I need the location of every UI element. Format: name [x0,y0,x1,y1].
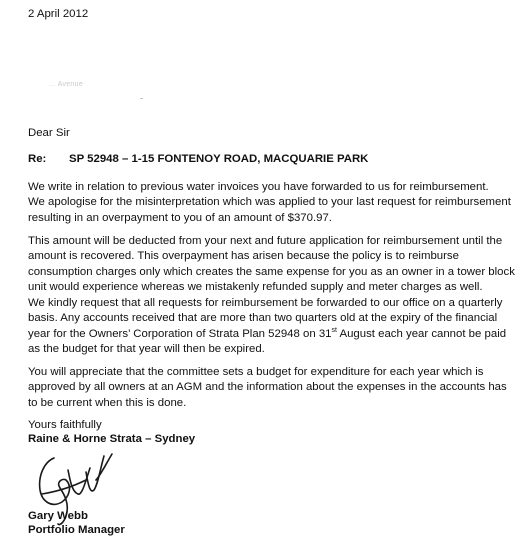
paragraph-3-line: We kindly request that all requests for reimbursement be forwarded to our office on a quarterly [28,297,503,309]
paragraph-4-line: to be current when this is done. [28,396,187,409]
paragraph-1-line: We write in relation to previous water invoices you have forwarded to us for reimbursement. [28,181,489,193]
closing: Yours faithfully [28,419,102,431]
paragraph-2 [28,234,514,295]
salutation: Dear Sir [28,127,70,139]
scan-mark [140,98,143,99]
faded-address: ... Avenue [49,81,84,88]
paragraph-3-text: year for the Owners’ Corporation of Strata Plan 52948 on 31 [28,327,332,340]
paragraph-1-line: resulting in an overpayment to you of an amount of $370.97. [28,211,332,224]
paragraph-3-line: basis. Any accounts received that are more than two quarters old at the expiry of the financial [28,312,498,325]
paragraph-2-line: This amount will be deducted from your next and future application for reimbursement until the [28,235,503,247]
paragraph-3 [28,296,514,357]
signatory-name: Gary Webb [28,510,88,522]
paragraph-2-line: unit would experience whereas we mistakenly refunded supply and meter charges as well. [28,280,483,293]
signatory-title: Portfolio Manager [28,524,125,536]
re-subject: SP 52948 – 1-15 FONTENOY ROAD, MACQUARIE PARK [69,153,369,165]
paragraph-3-line [28,327,514,342]
re-label: Re: [28,153,47,165]
paragraph-4-line: You will appreciate that the committee sets a budget for expenditure for each year which is [28,366,484,378]
company-name: Raine & Horne Strata – Sydney [28,433,196,445]
paragraph-4-line: approved by all owners at an AGM and the information about the expenses in the accounts has [28,381,507,394]
paragraph-3-text: August each year cannot be paid [336,327,507,340]
date-ordinal-suffix: st [331,326,337,334]
paragraph-2-line: consumption charges only which creates the same expense for you as an owner in a tower block [28,265,515,278]
paragraph-1 [28,180,514,226]
paragraph-3-line: as the budget for that year will then be expired. [28,342,265,355]
paragraph-4 [28,365,514,411]
paragraph-2-line: amount is recovered. This overpayment has arisen because the policy is to reimburse [28,250,459,263]
letter-date: 2 April 2012 [28,8,89,20]
paragraph-1-line: We apologise for the misinterpretation which was applied to your last request for reimbursement [28,196,511,209]
